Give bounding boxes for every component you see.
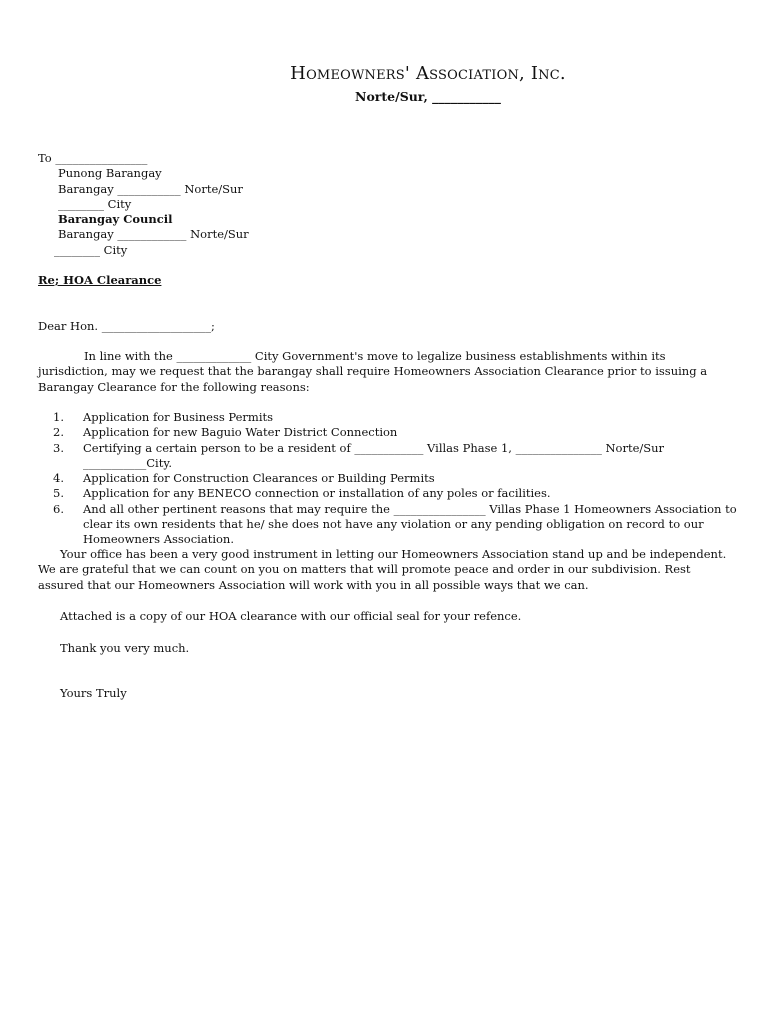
list-item-text: Application for new Baguio Water District Connection	[83, 425, 398, 440]
addressee-line: Barangay Council	[58, 212, 173, 227]
addressee-line: Barangay ____________ Norte/Sur	[58, 227, 249, 242]
addressee-block	[38, 151, 249, 258]
body-paragraph	[38, 547, 738, 593]
addressee-line: Punong Barangay	[58, 166, 162, 181]
list-item	[38, 471, 738, 486]
list-item-number: 1.	[53, 410, 64, 424]
list-item	[38, 410, 738, 425]
list-item-text: Application for Construction Clearances or Building Permits	[83, 471, 435, 486]
salutation: Dear Hon. ___________________;	[38, 319, 215, 333]
attachment-note: Attached is a copy of our HOA clearance with our official seal for your refence.	[60, 609, 522, 623]
reasons-list	[38, 410, 738, 548]
list-item-number: 3.	[53, 440, 64, 455]
organization-location: Norte/Sur, ___________	[355, 89, 501, 104]
list-item-number: 6.	[53, 501, 64, 516]
list-item-text: Application for Business Permits	[83, 410, 274, 424]
closing-line: Yours Truly	[60, 686, 127, 700]
organization-name: Homeowners' Association, Inc.	[290, 63, 566, 84]
to-line: To ________________	[38, 151, 148, 165]
subject-line: Re; HOA Clearance	[38, 273, 162, 287]
list-item-number: 5.	[53, 486, 64, 501]
list-item-text: Application for any BENECO connection or installation of any poles or facilities.	[83, 486, 551, 501]
addressee-line: ________ City	[54, 242, 128, 257]
list-item-number: 4.	[53, 471, 64, 486]
addressee-line: ________ City	[58, 196, 132, 211]
list-item	[38, 502, 738, 548]
list-item-text: And all other pertinent reasons that may require the ________________ Villas Phase 1 Homeowners Association to clear its own residents that he/ she does not have any violation or any pending obligation on record to our Homeowners Association.	[83, 501, 737, 547]
list-item-number: 2.	[53, 425, 64, 440]
intro-text: In line with the _____________ City Government's move to legalize business establishments within its jurisdiction, may we request that the barangay shall require Homeowners Association Clearance prior to issuing a Barangay Clearance for the following reasons:	[38, 349, 708, 394]
intro-paragraph	[38, 349, 738, 395]
list-item	[38, 486, 738, 501]
addressee-line: Barangay ___________ Norte/Sur	[58, 181, 243, 196]
list-item	[38, 425, 738, 440]
list-item	[38, 441, 738, 472]
body-text: Your office has been a very good instrument in letting our Homeowners Association stand up and be independent. We are grateful that we can count on you on matters that will promote peace and order in our subdivision. Rest assured that our Homeowners Association will work with you in all possible ways that we can.	[38, 547, 727, 592]
list-item-text: Certifying a certain person to be a resident of ____________ Villas Phase 1, _______________ Norte/Sur ___________City.	[83, 440, 665, 470]
thanks-line: Thank you very much.	[60, 641, 190, 655]
